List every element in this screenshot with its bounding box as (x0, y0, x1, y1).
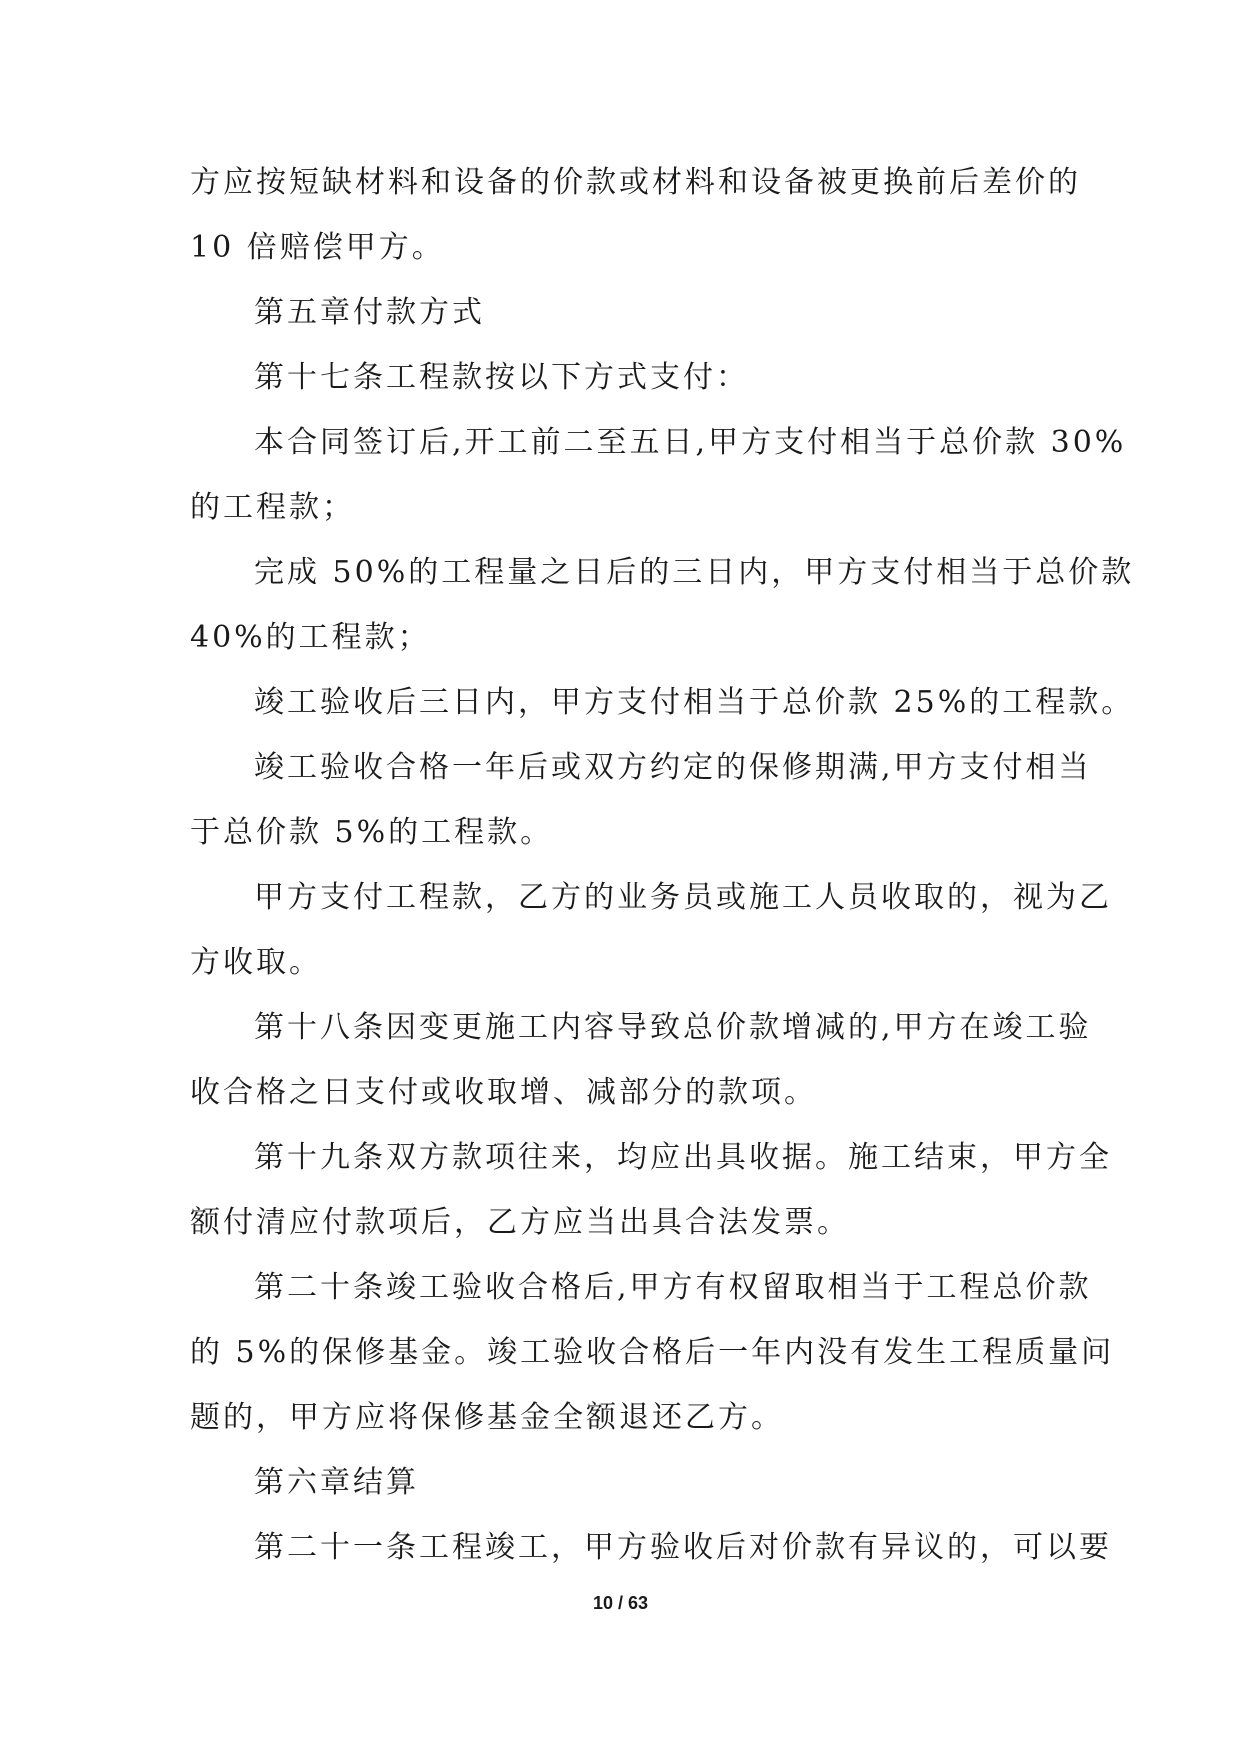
text-line: 的 5%的保修基金。竣工验收合格后一年内没有发生工程质量问 (190, 1335, 1115, 1370)
text-line: 收合格之日支付或收取增、减部分的款项。 (190, 1075, 817, 1110)
text-line: 第六章结算 (254, 1465, 419, 1500)
text-line: 第二十一条工程竣工，甲方验收后对价款有异议的，可以要 (254, 1530, 1112, 1565)
text-line: 10 倍赔偿甲方。 (190, 230, 445, 265)
text-line: 于总价款 5%的工程款。 (190, 815, 554, 850)
text-line: 方收取。 (190, 945, 322, 980)
text-line: 额付清应付款项后，乙方应当出具合法发票。 (190, 1205, 850, 1240)
document-body (190, 150, 1135, 1580)
text-line: 第十七条工程款按以下方式支付： (254, 360, 749, 395)
text-line: 第二十条竣工验收合格后,甲方有权留取相当于工程总价款 (254, 1270, 1092, 1305)
text-line: 完成 50%的工程量之日后的三日内，甲方支付相当于总价款 (254, 555, 1135, 590)
text-line: 的工程款； (190, 490, 355, 525)
text-line: 40%的工程款； (190, 620, 431, 655)
text-line: 本合同签订后,开工前二至五日,甲方支付相当于总价款 30% (254, 425, 1127, 460)
text-line: 甲方支付工程款，乙方的业务员或施工人员收取的，视为乙 (254, 880, 1112, 915)
text-line: 竣工验收合格一年后或双方约定的保修期满,甲方支付相当 (254, 750, 1092, 785)
text-line: 题的，甲方应将保修基金全额退还乙方。 (190, 1400, 784, 1435)
text-line: 第十八条因变更施工内容导致总价款增减的,甲方在竣工验 (254, 1010, 1092, 1045)
page-number: 10 / 63 (592, 1593, 649, 1613)
text-line: 第十九条双方款项往来，均应出具收据。施工结束，甲方全 (254, 1140, 1112, 1175)
text-line: 竣工验收后三日内，甲方支付相当于总价款 25%的工程款。 (254, 685, 1135, 720)
text-line: 第五章付款方式 (254, 295, 485, 330)
text-line: 方应按短缺材料和设备的价款或材料和设备被更换前后差价的 (190, 165, 1081, 200)
